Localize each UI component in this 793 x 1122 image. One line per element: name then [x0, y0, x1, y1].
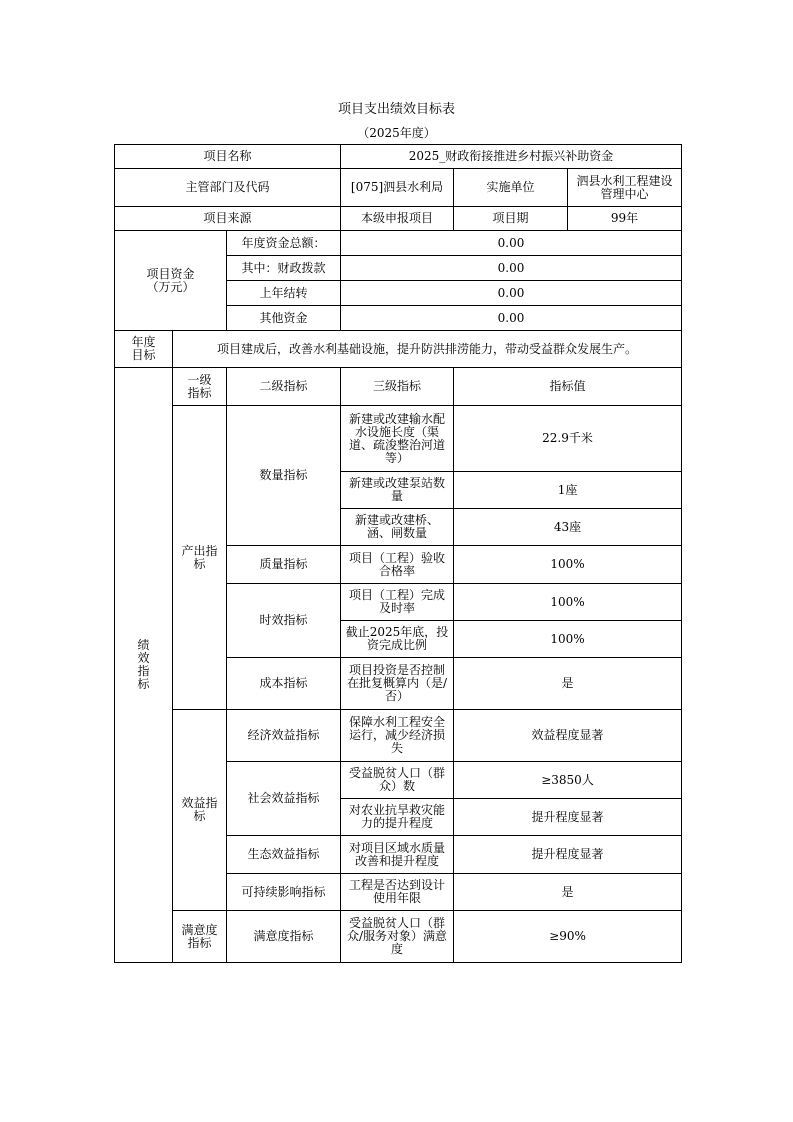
level2-economic: 经济效益指标 — [227, 710, 341, 762]
level2-satisfaction: 满意度指标 — [227, 911, 341, 963]
funds-row-label: 其他资金 — [227, 306, 341, 331]
indicator-name: 新建或改建泵站数量 — [341, 472, 454, 509]
header-level1 — [173, 368, 227, 406]
level2-social: 社会效益指标 — [227, 762, 341, 836]
indicator-value: 效益程度显著 — [454, 710, 682, 762]
annual-goal-text: 项目建成后，改善水利基础设施，提升防洪排涝能力，带动受益群众发展生产。 — [173, 331, 682, 368]
period-label: 项目期 — [454, 207, 568, 231]
funds-row-value: 0.00 — [341, 231, 682, 256]
indicator-name: 受益脱贫人口（群众）数 — [341, 762, 454, 799]
funds-row-label: 年度资金总额： — [227, 231, 341, 256]
indicator-name: 项目投资是否控制在批复概算内（是/否） — [341, 658, 454, 710]
indicator-name: 项目（工程）完成及时率 — [341, 584, 454, 621]
indicator-value: 是 — [454, 874, 682, 911]
indicator-value: 100% — [454, 584, 682, 621]
level1-satisfaction — [173, 911, 227, 963]
level2-quality: 质量指标 — [227, 546, 341, 584]
funds-label-text: 项目资金（万元） — [146, 266, 195, 294]
dept-value: [075]泗县水利局 — [341, 169, 454, 207]
funds-row-value: 0.00 — [341, 306, 682, 331]
indicator-value: 100% — [454, 621, 682, 658]
indicator-name: 新建或改建输水配水设施长度（渠道、疏浚整治河道等） — [341, 406, 454, 472]
level2-timeliness: 时效指标 — [227, 584, 341, 658]
header-level1-text: 一级指标 — [187, 372, 212, 400]
level2-quantity: 数量指标 — [227, 406, 341, 546]
project-name-value: 2025_财政衔接推进乡村振兴补助资金 — [341, 145, 682, 169]
funds-row-value: 0.00 — [341, 256, 682, 281]
indicator-name: 截止2025年底，投资完成比例 — [341, 621, 454, 658]
funds-row-label: 上年结转 — [227, 281, 341, 306]
indicator-name: 新建或改建桥、涵、闸数量 — [341, 509, 454, 546]
source-value: 本级申报项目 — [341, 207, 454, 231]
indicator-group-label — [115, 368, 173, 963]
indicator-value: 43座 — [454, 509, 682, 546]
indicator-value: 提升程度显著 — [454, 836, 682, 874]
indicator-value: 22.9千米 — [454, 406, 682, 472]
indicator-value: ≥90% — [454, 911, 682, 963]
indicator-name: 受益脱贫人口（群众/服务对象）满意度 — [341, 911, 454, 963]
level2-sustainable: 可持续影响指标 — [227, 874, 341, 911]
indicator-value: 1座 — [454, 472, 682, 509]
level1-output — [173, 406, 227, 710]
page-subtitle: （2025年度） — [357, 126, 436, 140]
level1-benefit-text: 效益指标 — [181, 796, 218, 823]
indicator-group-text: 绩效指标 — [137, 638, 150, 691]
impl-unit-label: 实施单位 — [454, 169, 568, 207]
header-value: 指标值 — [454, 368, 682, 406]
indicator-name: 工程是否达到设计使用年限 — [341, 874, 454, 911]
annual-goal-label-text: 年度目标 — [131, 335, 156, 362]
indicator-name: 项目（工程）验收合格率 — [341, 546, 454, 584]
annual-goal-label — [115, 331, 173, 368]
funds-label — [115, 231, 227, 331]
page-title: 项目支出绩效目标表 — [337, 102, 455, 117]
project-name-label: 项目名称 — [115, 145, 341, 169]
indicator-value: 提升程度显著 — [454, 799, 682, 836]
indicator-name: 保障水利工程安全运行，减少经济损失 — [341, 710, 454, 762]
indicator-name: 对项目区域水质量改善和提升程度 — [341, 836, 454, 874]
level1-output-text: 产出指标 — [181, 543, 218, 571]
impl-unit-value: 泗县水利工程建设管理中心 — [568, 169, 682, 207]
indicator-value: 是 — [454, 658, 682, 710]
dept-label: 主管部门及代码 — [115, 169, 341, 207]
header-level3: 三级指标 — [341, 368, 454, 406]
level2-cost: 成本指标 — [227, 658, 341, 710]
header-level2: 二级指标 — [227, 368, 341, 406]
performance-goal-table — [114, 144, 682, 963]
level1-benefit — [173, 710, 227, 911]
level1-satisfaction-text: 满意度指标 — [181, 922, 218, 950]
indicator-name: 对农业抗旱救灾能力的提升程度 — [341, 799, 454, 836]
funds-row-value: 0.00 — [341, 281, 682, 306]
level2-ecological: 生态效益指标 — [227, 836, 341, 874]
funds-row-label: 其中：财政拨款 — [227, 256, 341, 281]
indicator-value: ≥3850人 — [454, 762, 682, 799]
source-label: 项目来源 — [115, 207, 341, 231]
period-value: 99年 — [568, 207, 682, 231]
indicator-value: 100% — [454, 546, 682, 584]
